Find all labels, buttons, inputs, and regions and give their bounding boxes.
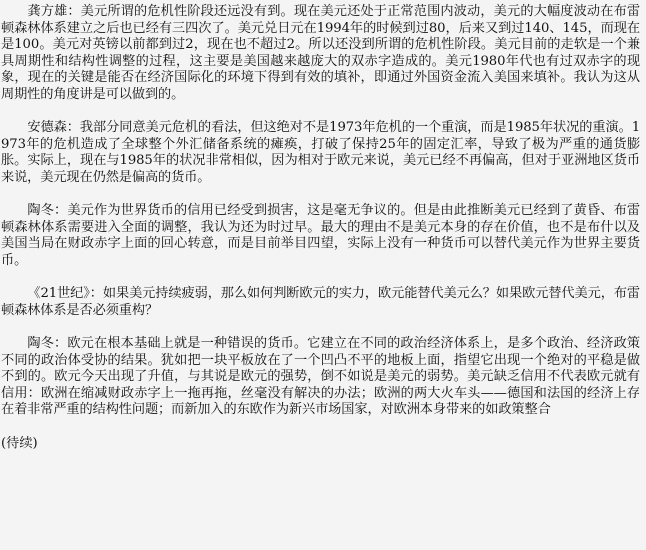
paragraph-anderson: 安德森：我部分同意美元危机的看法，但这绝对不是1973年危机的一个重演，而是1985年状况的重演。1973年的危机造成了全球整个外汇储备系统的瘫痪，打破了保持25年的固定汇率，导致了极为严重的通货膨胀。实际上，现在与1985年的状况非常相似，因为相对于欧元来说，美元已经不再偏高，但对于亚洲地区货币来说，美元现在仍然是偏高的货币。 (1, 120, 640, 185)
paragraph-tao-dong-1: 陶冬：美元作为世界货币的信用已经受到损害，这是毫无争议的。但是由此推断美元已经到了黄昏、布雷顿森林体系需要进入全面的调整，我认为还为时过早。最大的理由不是美元本身的存在价值，也不是布什以及美国当局在财政赤字上面的回心转意，而是目前举目四望，实际上没有一种货币可以替代美元作为世界主要货币。 (1, 203, 640, 268)
paragraph-gong-fangxiong: 龚方雄：美元所谓的危机性阶段还远没有到。现在美元还处于正常范围内波动，美元的大幅度波动在布雷顿森林体系建立之后也已经有三四次了。美元兑日元在1994年的时候到过80，后来又到过140、145，而现在是100。美元对英镑以前都到过2，现在也不超过2。所以还没到所谓的危机性阶段。美元目前的走软是一个兼具周期性和结构性调整的过程，这主要是美国越来越庞大的双赤字造成的。美元1980年代也有过双赤字的现象，现在的关键是能否在经济国际化的环境下得到有效的填补，即通过外国资金流入美国来填补。我认为这从周期性的角度讲是可以做到的。 (1, 4, 640, 102)
paragraph-tao-dong-2: 陶冬：欧元在根本基础上就是一种错误的货币。它建立在不同的政治经济体系上，是多个政治、经济政策不同的政治体受协的结果。犹如把一块平板放在了一个凹凸不平的地板上面，指望它出现一个绝对的平稳是做不到的。欧元今天出现了升值，与其说是欧元的强势，倒不如说是美元的弱势。美元缺乏信用不代表欧元就有信用：欧洲在缩减财政赤字上一拖再拖，丝毫没有解决的办法；欧洲的两大火车头——德国和法国的经济上存在着非常严重的结构性问题；而新加入的东欧作为新兴市场国家，对欧洲本身带来的如政策整合 (1, 336, 640, 417)
to-be-continued-note: (待续) (1, 435, 38, 451)
paragraph-21st-century-question: 《21世纪》：如果美元持续疲弱，那么如何判断欧元的实力，欧元能替代美元么？如果欧元替代美元，布雷顿森林体系是否必须重构？ (1, 286, 640, 318)
